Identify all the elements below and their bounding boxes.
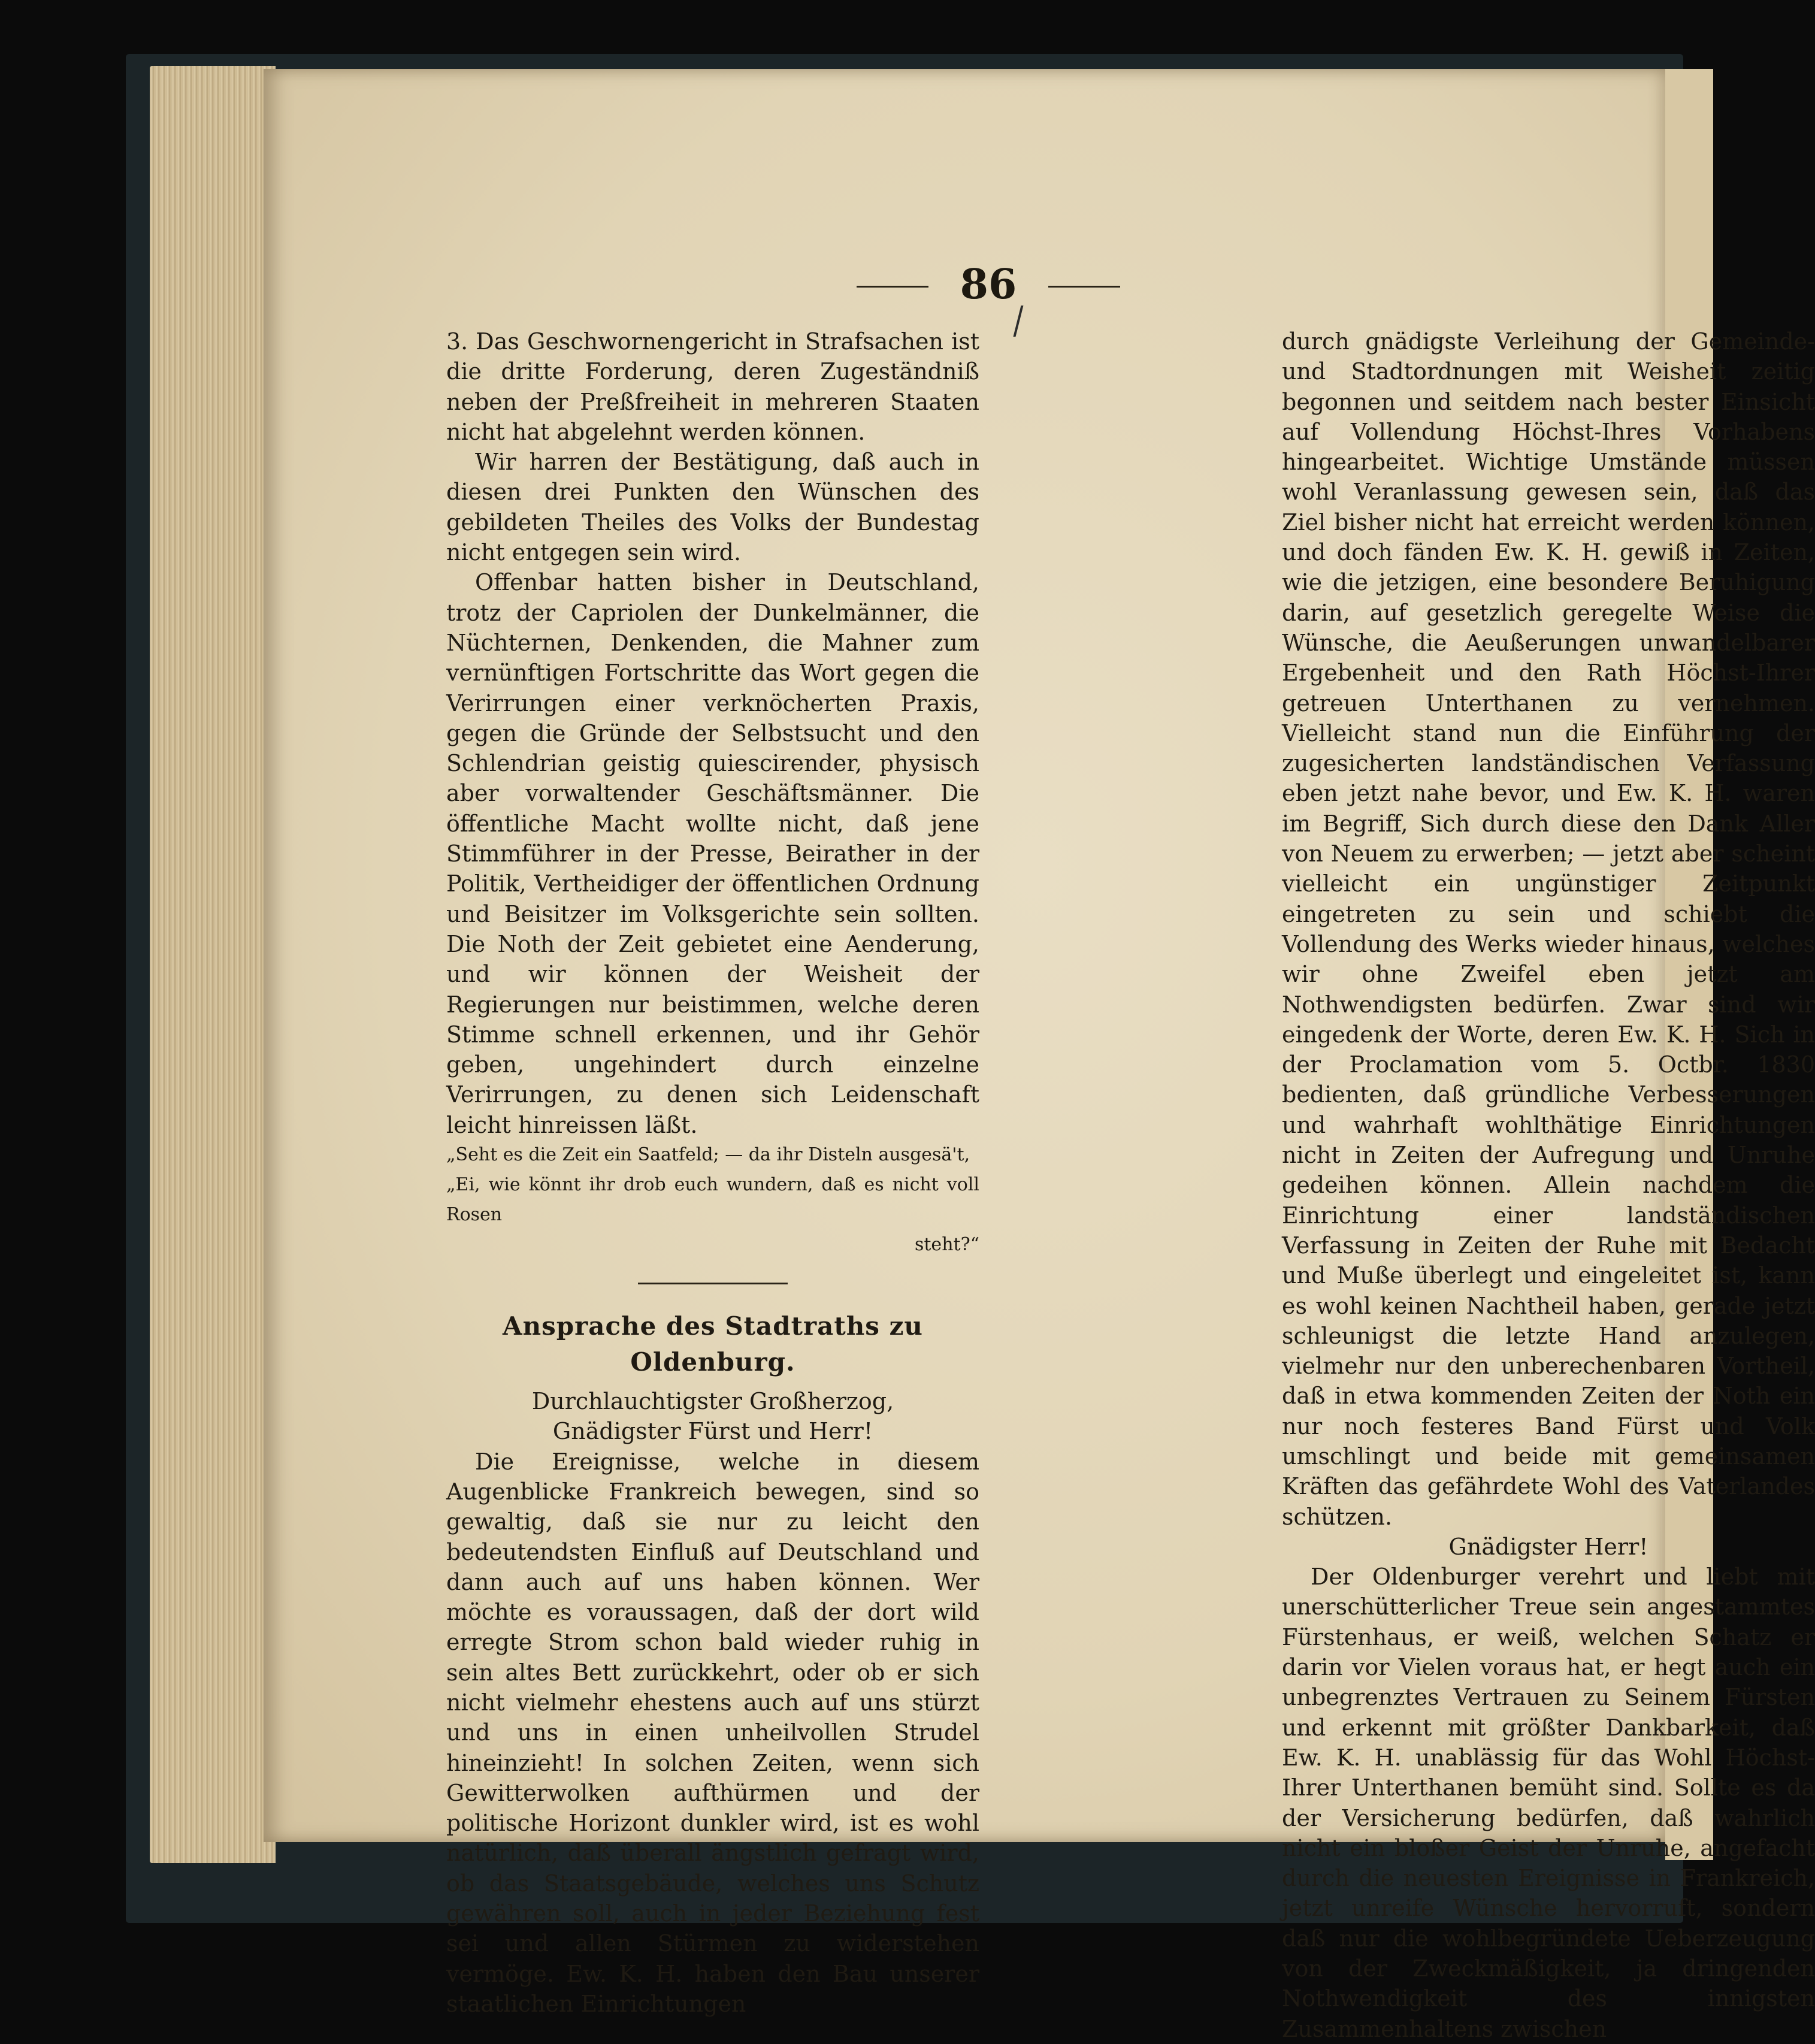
left-column <box>446 326 979 2019</box>
book-page <box>264 69 1815 2042</box>
paragraph-jury-court: 3. Das Geschwornengericht in Strafsachen ist die dritte Forderung, deren Zugeständniß neben der Preßfreiheit in mehreren Staaten nicht hat abgelehnt werden können. <box>446 328 979 445</box>
quote-line: „Seht es die Zeit ein Saatfeld; — da ihr Disteln ausgesä't, <box>446 1144 970 1166</box>
page-header <box>264 249 1665 320</box>
quote-line: steht?“ <box>914 1234 979 1256</box>
salutation-line: Durchlauchtigster Großherzog, <box>531 1388 894 1415</box>
salutation-line: Gnädigster Herr! <box>1448 1533 1648 1560</box>
section-divider <box>638 1283 788 1284</box>
paragraph-oldenburger: Der Oldenburger verehrt und liebt mit unerschütterlicher Treue sein angestammtes Fürstenhaus, er weiß, welchen Schatz er darin vor Vielen voraus hat, er hegt auch ein unbegrenztes Vertrauen zu Seinem Fürsten und erkennt mit größter Dankbarkeit, daß Ew. K. H. unablässig für das Wohl Höchst-Ihrer Unterthanen bemüht sind. Sollte es da der Versicherung bedürfen, daß wahrlich nicht ein bloßer Geist der Unruhe, angefacht durch die neuesten Ereignisse in Frankreich, jetzt unreife Wünsche hervorruft, sondern daß nur die wohlbegründete Ueberzeugung von der Zweckmäßigkeit, ja dringenden Nothwendigkeit des innigsten Zusammenhaltens zwischen <box>1282 1564 1815 2042</box>
paragraph-events: Die Ereignisse, welche in diesem Augenblicke Frankreich bewegen, sind so gewaltig, daß sie nur zu leicht den bedeutendsten Einfluß auf Deutschland und dann auch auf uns haben können. Wer möchte es voraussagen, daß der dort wild erregte Strom schon bald wieder ruhig in sein altes Bett zurückkehrt, oder ob er sich nicht vielmehr ehestens auch auf uns stürzt und uns in einen unheilvollen Strudel hineinzieht! In solchen Zeiten, wenn sich Gewitterwolken aufthürmen und der politische Horizont dunkler wird, ist es wohl natürlich, daß überall ängstlich gefragt wird, ob das Staatsgebäude, welches uns Schutz gewähren soll, auch in jeder Beziehung fest sei und allen Stürmen zu widerstehen vermöge. Ew. K. H. haben den Bau unserer staatlichen Einrichtungen <box>446 1448 979 2017</box>
right-column <box>1282 326 1815 2044</box>
paragraph-germany: Offenbar hatten bisher in Deutschland, trotz der Capriolen der Dunkelmänner, die Nüchternen, Denkenden, die Mahner zum vernünftigen Fortschritte das Wort gegen die Verirrungen einer verknöcherten Praxis, gegen die Gründe der Selbstsucht und den Schlendrian geistig quiescirender, physisch aber vorwaltender Geschäftsmänner. Die öffentliche Macht wollte nicht, daß jene Stimmführer in der Presse, Beirather in der Politik, Vertheidiger der öffentlichen Ordnung und Beisitzer im Volksgerichte sein sollten. Die Noth der Zeit gebietet eine Aenderung, und wir können der Weisheit der Regierungen nur beistimmen, welche deren Stimme schnell erkennen, und ihr Gehör geben, ungehindert durch einzelne Verirrungen, zu denen sich Leidenschaft leicht hinreissen läßt. <box>446 569 979 1138</box>
page-number: 86 <box>960 261 1017 309</box>
header-rule-left <box>857 286 928 288</box>
paragraph-confirmation: Wir harren der Bestätigung, daß auch in diesen drei Punkten den Wünschen des gebildeten Theiles des Volks der Bundestag nicht entgegen sein wird. <box>446 449 979 566</box>
paragraph-constitution: durch gnädigste Verleihung der Gemeinde- und Stadtordnungen mit Weisheit zeitig begonnen und seitdem nach bester Einsicht auf Vollendung Höchst-Ihres Vorhabens hingearbeitet. Wichtige Umstände müssen wohl Veranlassung gewesen sein, daß das Ziel bisher nicht hat erreicht werden können, und doch fänden Ew. K. H. gewiß in Zeiten, wie die jetzigen, eine besondere Beruhigung darin, auf gesetzlich geregelte Weise die Wünsche, die Aeußerungen unwandelbarer Ergebenheit und den Rath Höchst-Ihrer getreuen Unterthanen zu vernehmen. Vielleicht stand nun die Einführung der zugesicherten landständischen Verfassung eben jetzt nahe bevor, und Ew. K. H. waren im Begriff, Sich durch diese den Dank Aller von Neuem zu erwerben; — jetzt aber scheint vielleicht ein ungünstiger Zeitpunkt eingetreten zu sein und schiebt die Vollendung des Werks wieder hinaus, welches wir ohne Zweifel eben jetzt am Nothwendigsten bedürfen. Zwar sind wir eingedenk der Worte, deren Ew. K. H. Sich in der Proclamation vom 5. Octbr. 1830 bedienten, daß gründliche Verbesserungen und wahrhaft wohlthätige Einrichtungen nicht in Zeiten der Aufregung und Unruhe gedeihen können. Allein nachdem die Einrichtung einer landständischen Verfassung in Zeiten der Ruhe mit Bedacht und Muße überlegt und eingeleitet ist, kann es wohl keinen Nachtheil haben, gerade jetzt schleunigst die letzte Hand anzulegen, vielmehr nur den unberechenbaren Vortheil, daß in etwa kommenden Zeiten der Noth ein nur noch festeres Band Fürst und Volk umschlingt und beide mit gemeinsamen Kräften das gefährdete Wohl des Vaterlandes schützen. <box>1282 328 1815 1530</box>
article-title: Ansprache des Stadtraths zu Oldenburg. <box>503 1311 923 1377</box>
verse-quote <box>446 1140 979 1260</box>
salutation-line: Gnädigster Fürst und Herr! <box>552 1418 873 1445</box>
header-rule-right <box>1048 286 1120 288</box>
page-edges <box>150 66 276 1863</box>
quote-line: „Ei, wie könnt ihr drob euch wundern, daß es nicht voll Rosen <box>446 1174 979 1226</box>
